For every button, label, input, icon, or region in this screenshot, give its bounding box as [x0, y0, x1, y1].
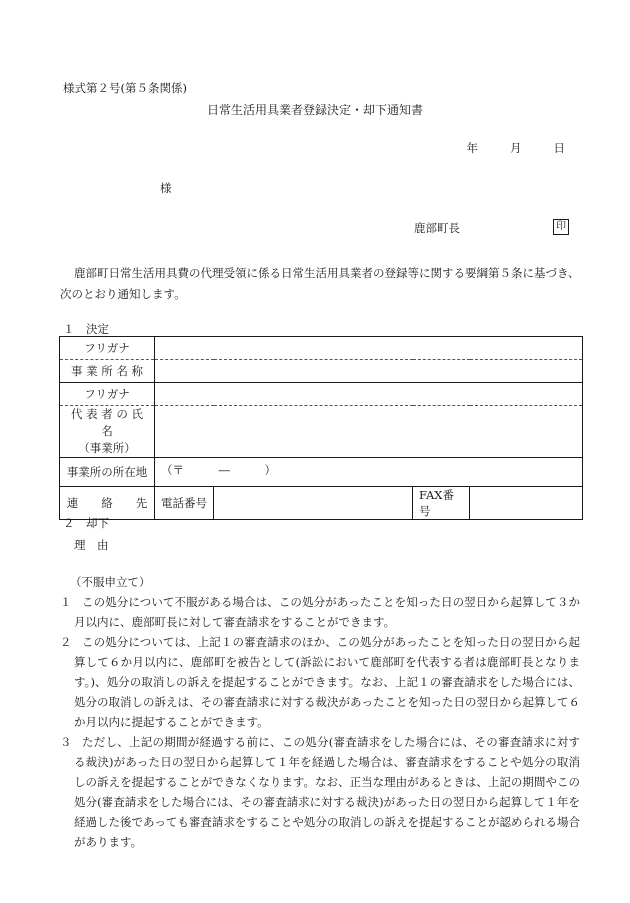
date-year: 年 — [466, 141, 478, 155]
appeal-heading: （不服申立て） — [70, 575, 151, 589]
label-contact: 連 絡 先 — [60, 487, 155, 520]
item-text: ただし、上記の期間が経過する前に、この処分(審査請求をした場合には、その審査請求に対する裁決)があった日の翌日から起算して１年を経過した場合は、審査請求をすることや処分の取消しの訴えを提起することができなくなります。なお、正当な理由があるときは、上記の期間やこの処分(審査請求をした場合には、その審査請求に対する裁決)があった日の翌日から起算して１年を経過した後であっても審査請求をすることや処分の取消しの訴えを提起することが認められる場合があります。 — [74, 735, 580, 849]
body-paragraph: 鹿部町日常生活用具費の代理受領に係る日常生活用具業者の登録等に関する要綱第５条に基づき、次のとおり通知します。 — [60, 266, 580, 301]
label-fax: FAX番号 — [413, 487, 470, 520]
value-phone — [214, 487, 413, 520]
seal-box: 印 — [553, 219, 569, 235]
appeal-list — [60, 592, 580, 852]
label-furigana-2: フリガナ — [60, 383, 155, 406]
section-rejection-heading: ２ 却下 — [63, 516, 109, 530]
value-representative — [155, 406, 583, 458]
label-representative-line1: 代 表 者 の 氏 名 — [70, 407, 144, 438]
label-representative-line2: （事業所） — [78, 441, 136, 455]
form-number: 様式第２号(第５条関係) — [63, 81, 187, 95]
registration-table — [59, 336, 583, 520]
item-number: ２ — [60, 635, 72, 649]
item-text: この処分について不服がある場合は、この処分があったことを知った日の翌日から起算して３か月以内に、鹿部町長に対して審査請求をすることができます。 — [74, 595, 580, 629]
addressee-suffix: 様 — [160, 181, 172, 195]
item-text: この処分については、上記１の審査請求のほか、この処分があったことを知った日の翌日から起算して６か月以内に、鹿部町を被告として(訴訟において鹿部町を代表する者は鹿部町長となります。)、処分の取消しの訴えを提起することができます。なお、上記１の審査請求をした場合には、処分の取消しの訴えは、その審査請求に対する裁決があったことを知った日の翌日から起算して６か月以内に提起することができます。 — [74, 635, 580, 729]
list-item — [60, 732, 580, 852]
value-furigana-1 — [155, 337, 583, 360]
document-title: 日常生活用具業者登録決定・却下通知書 — [206, 103, 423, 117]
label-representative — [60, 406, 155, 458]
label-furigana-1: フリガナ — [60, 337, 155, 360]
section-decision-heading: １ 決定 — [63, 322, 109, 336]
date-month: 月 — [510, 141, 522, 155]
rejection-reason-label: 理 由 — [74, 538, 109, 552]
list-item — [60, 592, 580, 632]
label-business-name: 事 業 所 名 称 — [60, 360, 155, 383]
value-furigana-2 — [155, 383, 583, 406]
label-address: 事業所の所在地 — [60, 458, 155, 487]
date-line — [435, 140, 566, 156]
table-row — [60, 406, 583, 458]
value-fax — [470, 487, 583, 520]
issuer-name: 鹿部町長 — [414, 221, 460, 235]
value-business-name — [155, 360, 583, 383]
value-address: （〒 ― ） — [155, 458, 583, 487]
item-number: ３ — [60, 735, 72, 749]
table-row — [60, 360, 583, 383]
table-row — [60, 337, 583, 360]
list-item — [60, 632, 580, 732]
date-day: 日 — [553, 141, 565, 155]
table-row — [60, 487, 583, 520]
table-row — [60, 383, 583, 406]
item-number: １ — [60, 595, 72, 609]
table-row — [60, 458, 583, 487]
label-phone: 電話番号 — [155, 487, 214, 520]
